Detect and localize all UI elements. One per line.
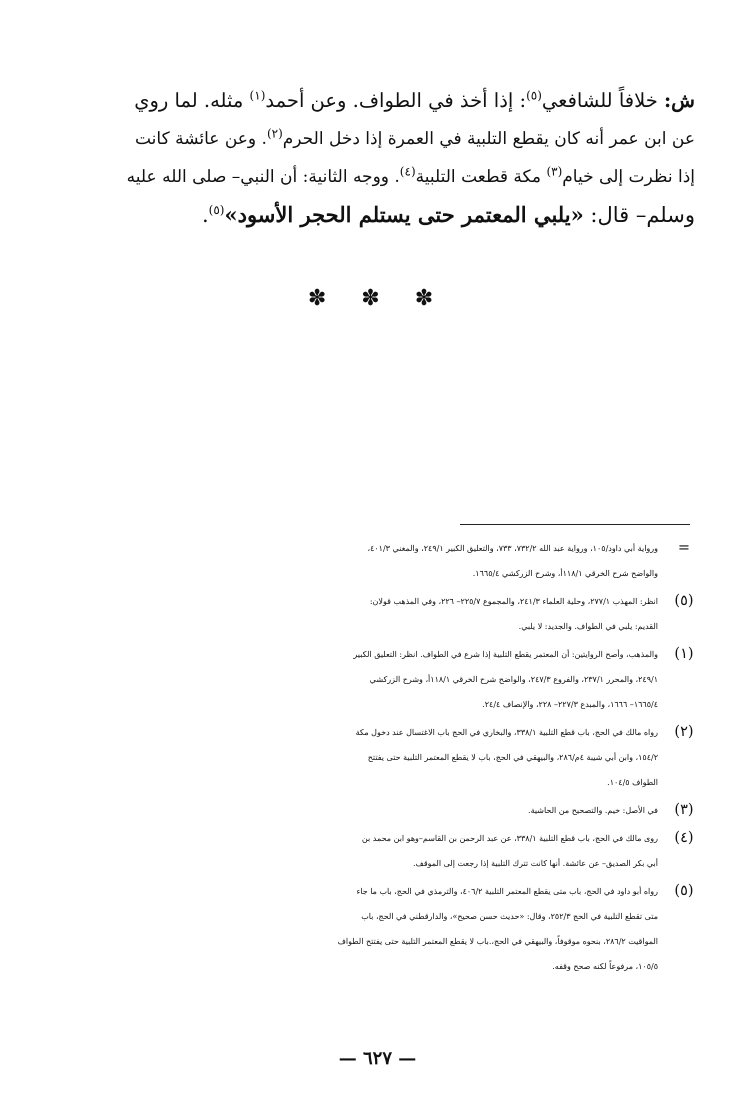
footnote: [100, 642, 700, 717]
page-number: — ٦٢٧ —: [338, 1048, 417, 1069]
main-line: [125, 82, 695, 120]
text-run: . وعن عائشة كانت: [134, 129, 267, 149]
text-run: وسلم– قال:: [583, 203, 695, 227]
footnote-body: [100, 536, 658, 586]
footnote-line: ١٥٤/٢، وابن أبي شيبة ٤م/٢٨٦، والبيهقي في الحج، باب لا يقطع المعتمر التلبية حتى يفتتح: [367, 753, 658, 762]
footnote: [100, 589, 700, 639]
text-run: .: [201, 203, 209, 227]
footnote-ref: (٥): [526, 88, 542, 103]
footnote-line: ورواية أبي داود/١٠٥، ورواية عبد الله ٧٣٢/٢، ٧٣٣، والتعليق الكبير ٢٤٩/١، والمغني ٤٠١/٣،: [367, 544, 658, 553]
footnote-number: (٥): [674, 593, 694, 609]
hadith-quote: «يلبي المعتمر حتى يستلم الحجر الأسود»: [224, 202, 584, 227]
footnote-number: (٢): [674, 724, 694, 740]
footnote-line: والمذهب، وأصح الروايتين: أن المعتمر يقطع التلبية إذا شرع في الطواف. انظر: التعليق الكبير: [353, 650, 658, 659]
text-run: : إذا أخذ في الطواف. وعن أحمد: [265, 89, 527, 112]
footnote-line: روى مالك في الحج، باب قطع التلبية ٣٣٨/١، عن عبد الرحمن بن القاسم–وهو ابن محمد بن: [361, 834, 658, 843]
footnote: [100, 536, 700, 586]
footnote-line: ١٦٦٥/٤– ١٦٦٦، والمبدع ٢٢٧/٣– ٢٢٨، والإنصاف ٢٤/٤.: [482, 700, 658, 709]
footnote-number: (٥): [674, 883, 694, 899]
footnote: [100, 798, 700, 823]
footnote-ref: (١): [249, 88, 266, 103]
footnote-body: [100, 720, 658, 795]
section-separator: ✽ ✽ ✽: [307, 286, 448, 311]
footnote-ref: (٣): [546, 164, 563, 179]
footnote-number: =: [677, 540, 691, 556]
footnote-number: (١): [674, 646, 694, 662]
section-marker: ش:: [663, 89, 695, 112]
main-text: [125, 82, 695, 234]
footnote-body: [100, 642, 658, 717]
footnote-line: المواقيت ٢٨٦/٢، بنحوه موقوفاً، والبيهقي في الحج،.باب لا يقطع المعتمر التلبية حتى يفتتح الطواف: [337, 937, 658, 946]
footnote: [100, 720, 700, 795]
text-run: مكة قطعت التلبية: [415, 167, 547, 187]
footnote-line: انظر: المهذب ٢٧٧/١، وحلية العلماء ٢٤١/٣، والمجموع ٢٢٥/٧– ٢٢٦، وفي المذهب قولان:: [369, 597, 658, 606]
footnote-line: والواضح شرح الخرقي ١١٨/١أ، وشرح الزركشي ١٦٦٥/٤.: [472, 569, 658, 578]
footnote-line: الطواف ١٠٤/٥.: [607, 778, 658, 787]
footnote-line: ١٠٥/٥، مرفوعاً لكنه صحح وقفه.: [552, 962, 658, 971]
main-line: [125, 158, 695, 196]
footnote-ref: (٤): [399, 164, 416, 179]
footnote-line: رواه أبو داود في الحج، باب متى يقطع المعتمر التلبية ٤٠٦/٢، والترمذي في الحج، باب ما جاء: [356, 887, 658, 896]
text-run: إذا نظرت إلى خيام: [562, 167, 695, 187]
main-line: [125, 196, 695, 234]
footnote: [100, 826, 700, 876]
footnote-body: [100, 798, 658, 823]
footnote-number: (٣): [674, 802, 694, 818]
footnote-line: رواه مالك في الحج، باب قطع التلبية ٣٣٨/١، والبخاري في الحج باب الاغتسال عند دخول مكة: [355, 728, 658, 737]
footnote-line: متى تقطع التلبية في الحج ٢٥٢/٣، وقال: «حديث حسن صحيح»، والدارقطني في الحج، باب: [361, 912, 658, 921]
footnote-line: أبي بكر الصديق– عن عائشة. أنها كانت تترك التلبية إذا رجعت إلى الموقف.: [413, 859, 658, 868]
text-run: خلافاً للشافعي: [541, 89, 664, 112]
footnote-body: [100, 826, 658, 876]
text-run: . ووجه الثانية: أن النبي– صلى الله عليه: [126, 167, 400, 187]
footnotes: [100, 536, 700, 982]
footnote-line: القديم: يلبي في الطواف. والجديد: لا يلبي.: [518, 622, 658, 631]
text-run: مثله. لما روي: [134, 89, 250, 112]
text-run: عن ابن عمر أنه كان يقطع التلبية في العمرة إذا دخل الحرم: [282, 129, 695, 149]
footnote: [100, 879, 700, 979]
footnote-line: ٢٤٩/١، والمحرر ٢٣٧/١، والفروع ٢٤٧/٣، والواضح شرح الخرقي ١١٨/١أ، وشرح الزركشي: [369, 675, 658, 684]
main-line: [125, 120, 695, 158]
footnote-number: (٤): [674, 830, 694, 846]
footnote-line: في الأصل: خيم. والتصحيح من الحاشية.: [528, 806, 658, 815]
footnote-body: [100, 589, 658, 639]
footnote-ref: (٢): [266, 126, 283, 141]
footnote-divider: [460, 524, 690, 525]
footnote-ref: (٥): [208, 203, 225, 217]
footnote-body: [100, 879, 658, 979]
